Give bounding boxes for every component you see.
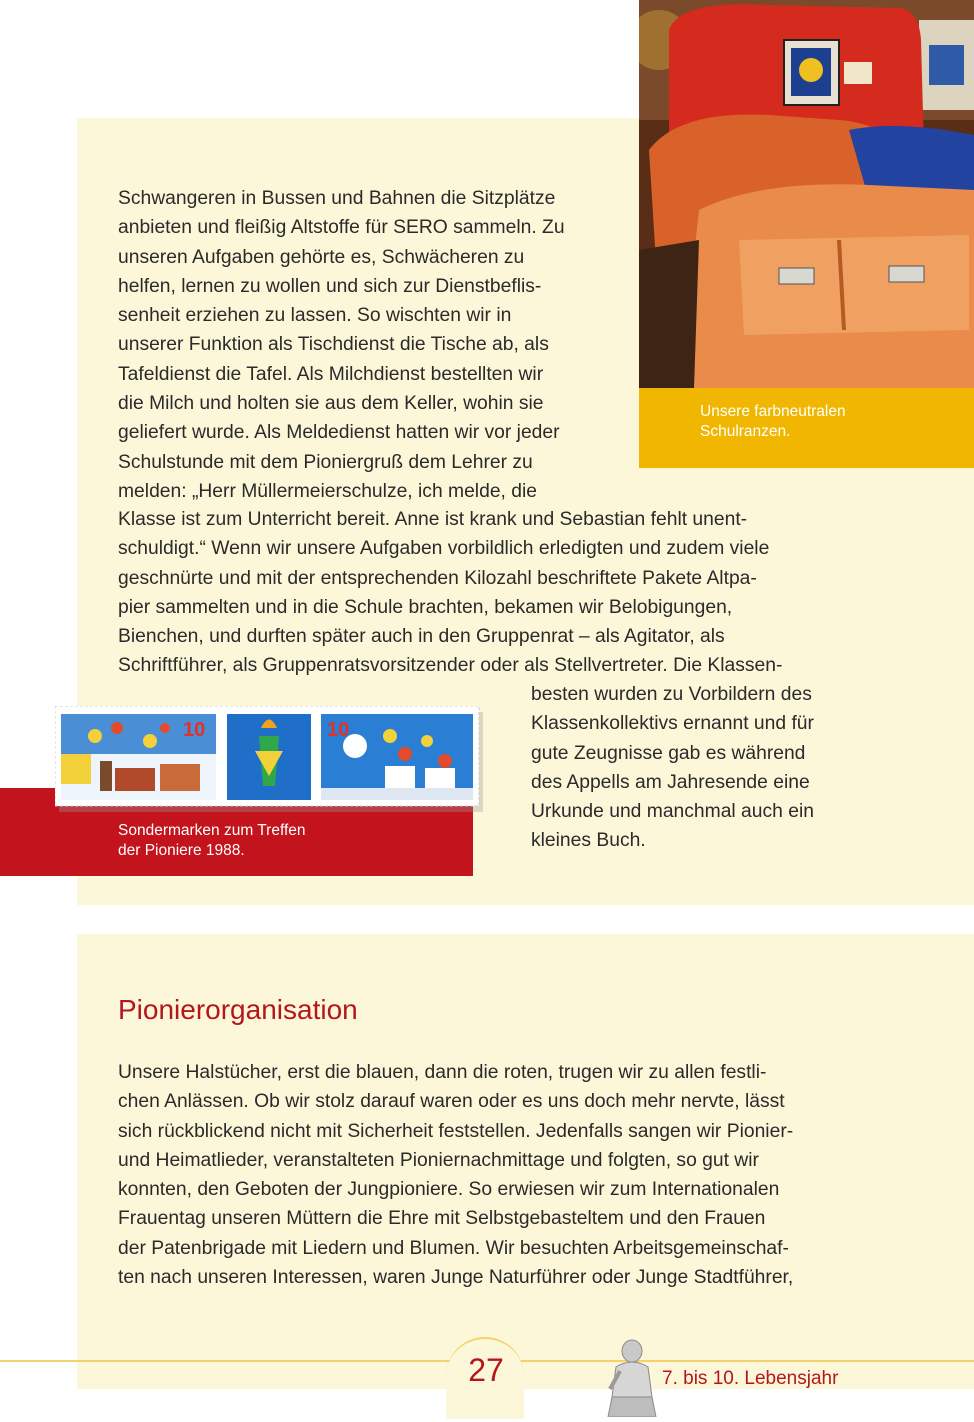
text-line: Urkunde und manchmal auch ein: [531, 801, 814, 823]
text-line: kleines Buch.: [531, 830, 646, 852]
section-paragraph: [118, 1058, 878, 1292]
text-line: besten wurden zu Vorbildern des: [531, 684, 812, 705]
text-line: melden: „Herr Müllermeierschulze, ich melde, die: [118, 480, 537, 502]
text-line: Schulstunde mit dem Pioniergruß dem Lehrer zu: [118, 451, 533, 473]
text-line: unseren Aufgaben gehörte es, Schwächeren zu: [118, 246, 525, 268]
page-number: 27: [468, 1352, 504, 1388]
text-line: geschnürte und mit der entsprechenden Kilozahl beschriftete Pakete Altpa-: [118, 567, 757, 589]
text-line: schuldigt.“ Wenn wir unsere Aufgaben vorbildlich erledigten und zudem viele: [118, 538, 770, 560]
photo-caption-box: [639, 388, 974, 468]
text-line: senheit erziehen zu lassen. So wischten wir in: [118, 305, 512, 327]
text-line: chen Anlässen. Ob wir stolz darauf waren oder es uns doch mehr nervte, lässt: [118, 1091, 785, 1113]
text-line: Schriftführer, als Gruppenratsvorsitzender oder als Stellvertreter. Die Klassen-: [118, 655, 783, 677]
stamp-middle: [227, 714, 311, 800]
statue-icon: [602, 1337, 660, 1417]
text-line: Klasse ist zum Unterricht bereit. Anne ist krank und Sebastian fehlt unent-: [118, 509, 748, 530]
text-line: Schwangeren in Bussen und Bahnen die Sitzplätze: [118, 188, 556, 209]
text-line: sich rückblickend nicht mit Sicherheit feststellen. Jedenfalls sangen wir Pionier-: [118, 1120, 794, 1142]
caption-line: der Pioniere 1988.: [118, 842, 245, 859]
stamps-strip: [55, 706, 483, 812]
stamps-image: [55, 706, 483, 812]
text-line: unserer Funktion als Tischdienst die Tische ab, als: [118, 334, 549, 356]
caption-line: Sondermarken zum Treffen: [118, 822, 306, 839]
photo-caption: [700, 402, 960, 442]
paragraph-wide: [118, 505, 878, 681]
paragraph-right: [531, 680, 871, 856]
text-line: helfen, lernen zu wollen und sich zur Dienstbeflis-: [118, 275, 542, 297]
text-line: konnten, den Geboten der Jungpioniere. So erwiesen wir zum Internationalen: [118, 1179, 780, 1201]
text-line: Klassenkollektivs ernannt und für: [531, 713, 814, 735]
text-line: des Appells am Jahresende eine: [531, 771, 810, 793]
satchels-photo-image: [639, 0, 974, 388]
text-line: pier sammelten und in die Schule brachten, bekamen wir Belobigungen,: [118, 596, 733, 618]
stamp-right-value: 10: [327, 719, 350, 741]
text-line: der Patenbrigade mit Liedern und Blumen. Wir besuchten Arbeitsgemeinschaf-: [118, 1237, 789, 1259]
chapter-title: 7. bis 10. Lebensjahr: [662, 1368, 839, 1389]
text-line: ten nach unseren Interessen, waren Junge Naturführer oder Junge Stadtführer,: [118, 1267, 794, 1289]
text-line: geliefert wurde. Als Meldedienst hatten wir vor jeder: [118, 422, 560, 444]
text-line: und Heimatlieder, veranstalteten Pioniernachmittage und folgten, so gut wir: [118, 1149, 759, 1171]
satchels-photo: [639, 0, 974, 388]
paragraph-top: [118, 184, 618, 506]
text-line: die Milch und holten sie aus dem Keller, wohin sie: [118, 393, 544, 415]
caption-line: Schulranzen.: [700, 423, 791, 440]
text-line: anbieten und fleißig Altstoffe für SERO sammeln. Zu: [118, 217, 565, 239]
stamps-caption: [118, 821, 418, 861]
text-line: gute Zeugnisse gab es während: [531, 742, 806, 764]
text-line: Bienchen, und durften später auch in den Gruppenrat – als Agitator, als: [118, 626, 725, 648]
text-line: Frauentag unseren Müttern die Ehre mit Selbstgebasteltem und den Frauen: [118, 1208, 766, 1230]
caption-line: Unsere farbneutralen: [700, 403, 846, 420]
stamp-left-value: 10: [183, 719, 206, 741]
stamp-left: [61, 714, 216, 800]
text-line: Tafeldienst die Tafel. Als Milchdienst bestellten wir: [118, 363, 544, 385]
text-line: Unsere Halstücher, erst die blauen, dann die roten, trugen wir zu allen festli-: [118, 1062, 767, 1083]
section-heading: Pionierorganisation: [118, 994, 358, 1025]
stamp-right: [321, 714, 473, 800]
